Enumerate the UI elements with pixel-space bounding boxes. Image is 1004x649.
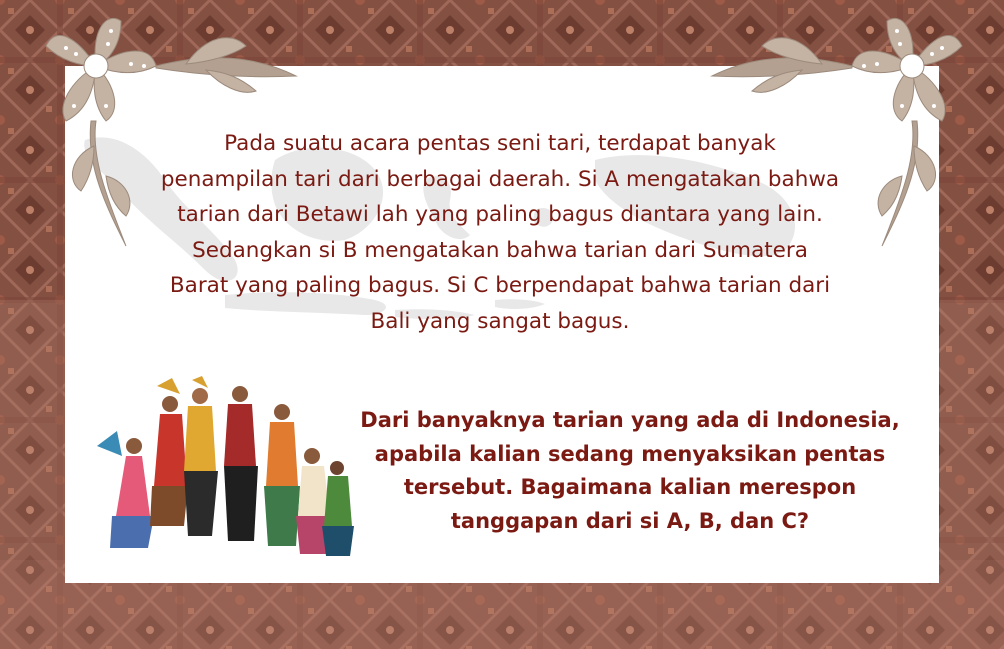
traditional-dancers-illustration xyxy=(92,376,354,562)
question-text: Dari banyaknya tarian yang ada di Indonesia, apabila kalian sedang menyaksikan pentas tersebut. Bagaimana kalian merespon tanggapan dari si A, B, dan C? xyxy=(360,408,900,534)
story-text: Pada suatu acara pentas seni tari, terdapat banyak penampilan tari dari berbagai daerah. Si A mengatakan bahwa tarian dari Betawi lah yang paling bagus diantara yang lain. Sedangkan si B mengatakan bahwa tarian dari Sumatera Barat yang paling bagus. Si C berpendapat bahwa tarian dari Bali yang sangat bagus. xyxy=(160,131,840,334)
